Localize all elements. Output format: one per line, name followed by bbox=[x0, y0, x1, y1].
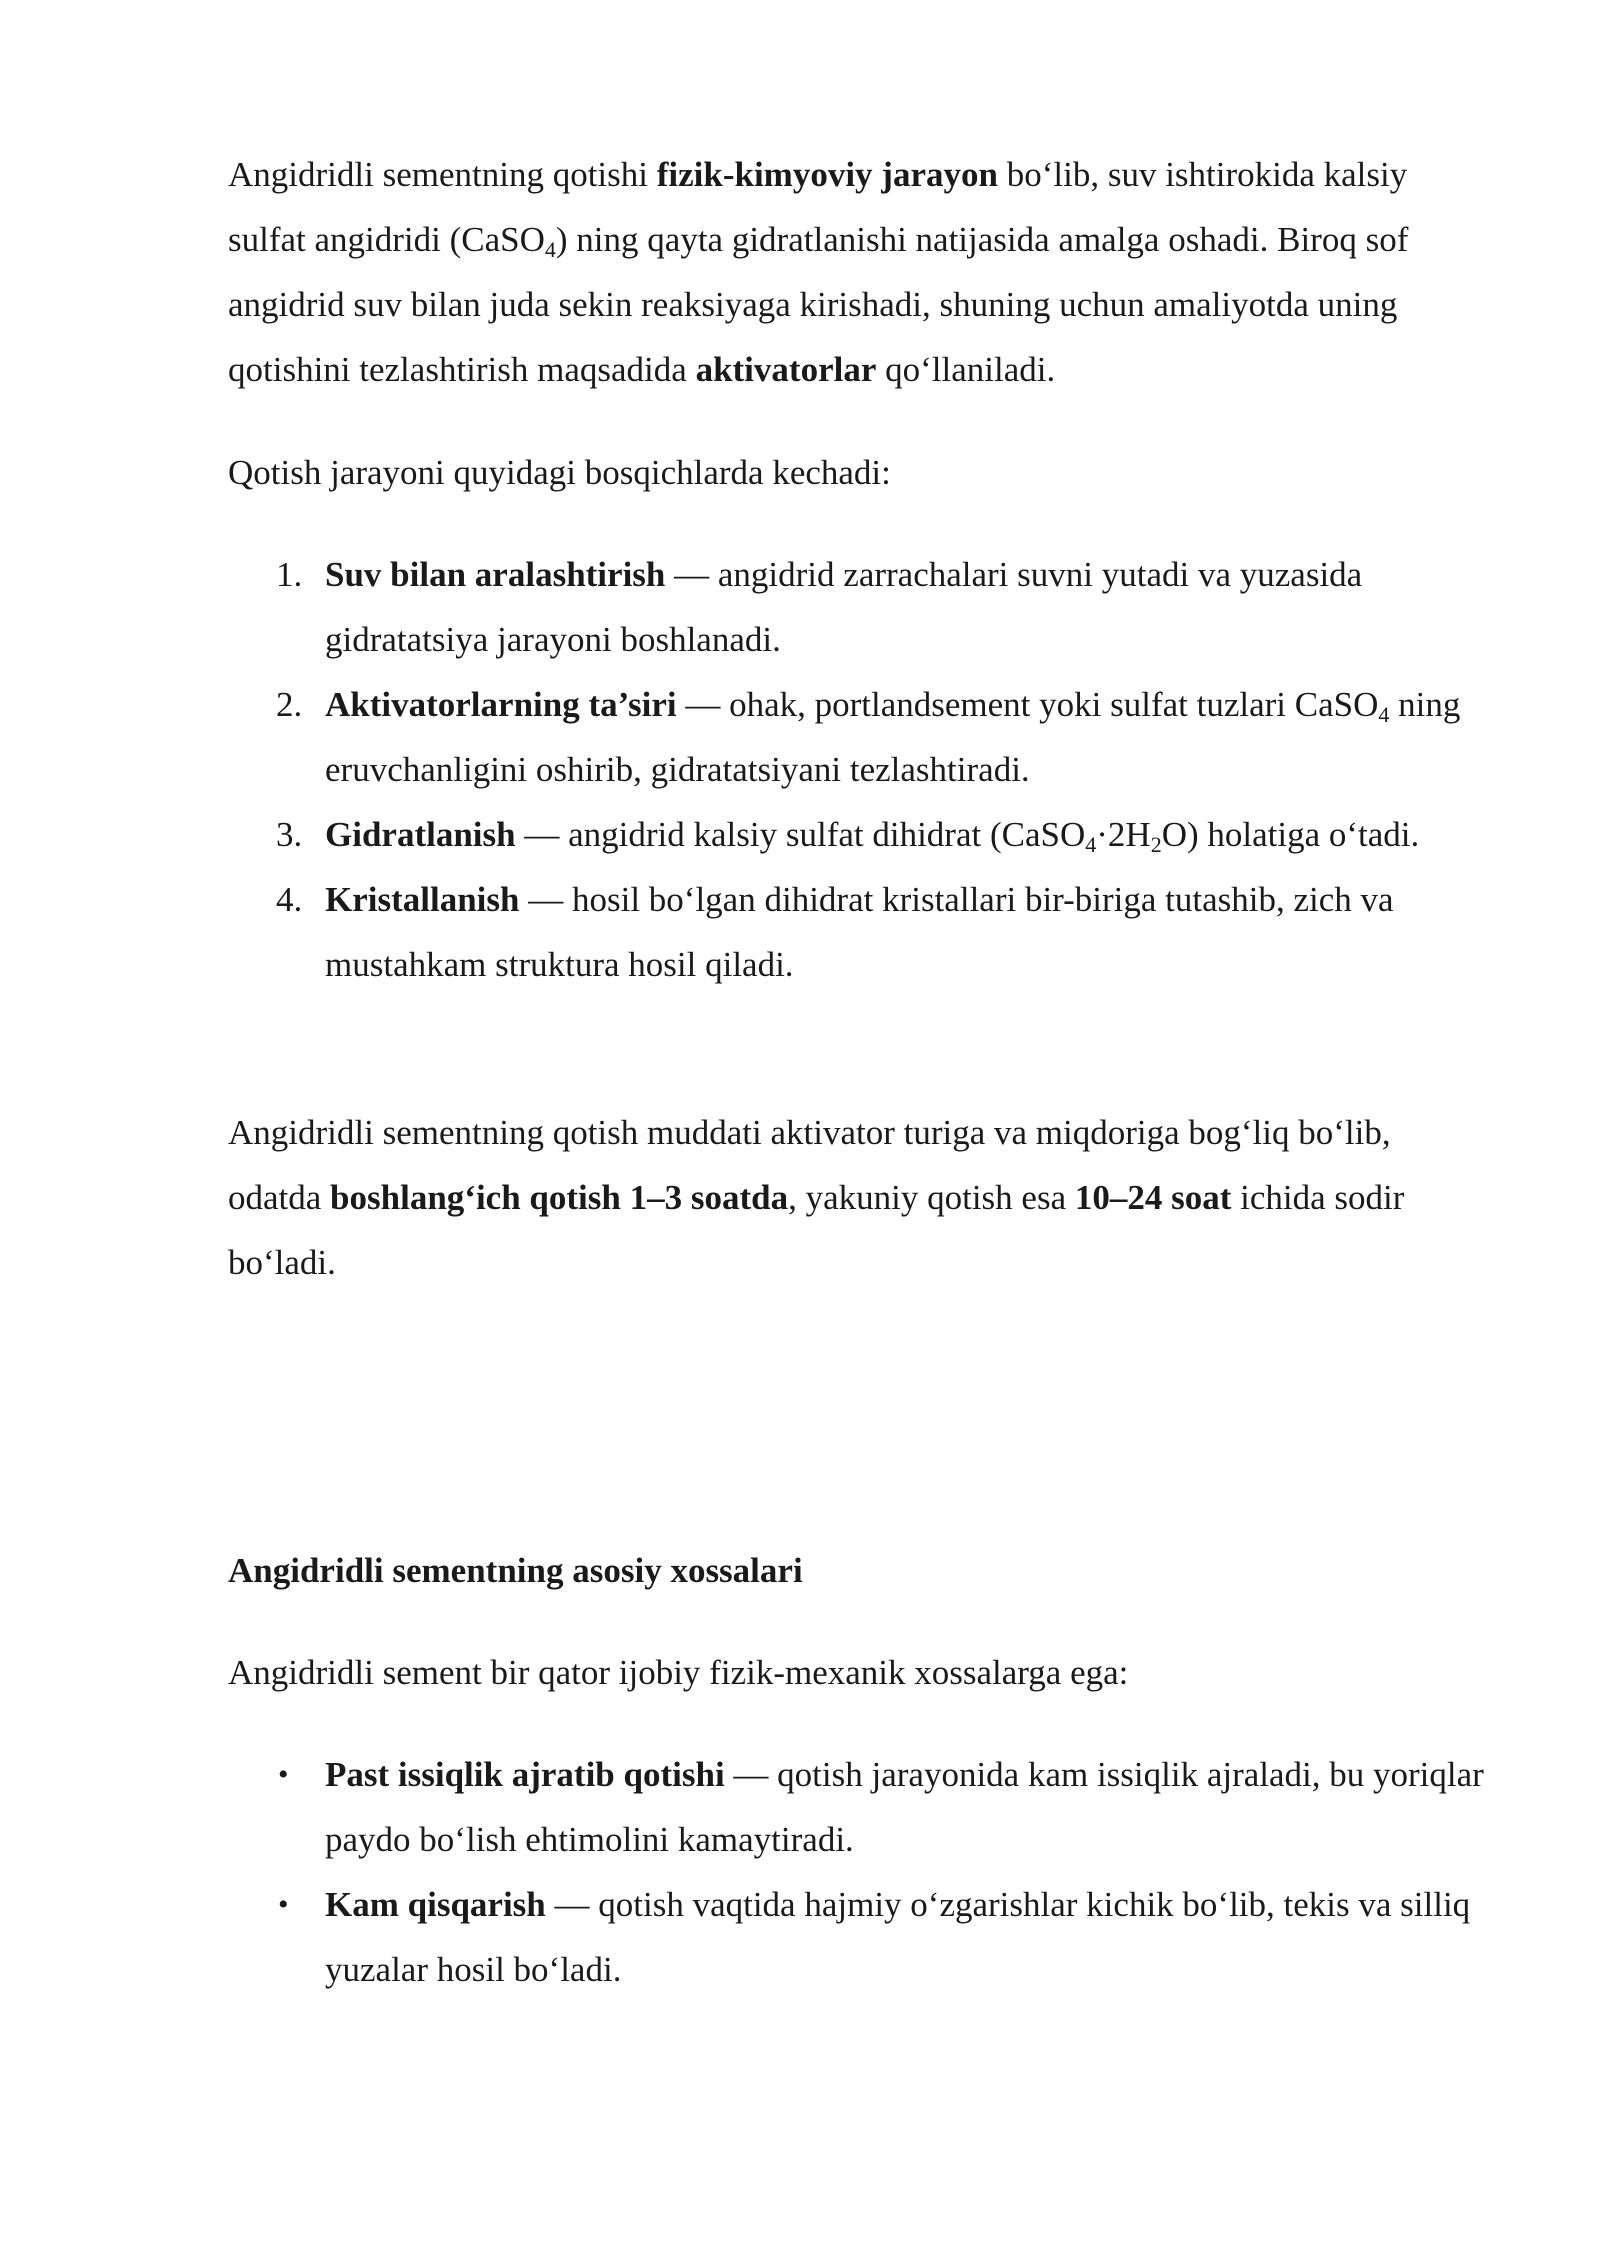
step-text: — ohak, portlandsement yoki sulfat tuzlari CaSO bbox=[676, 685, 1379, 724]
list-number: 3. bbox=[276, 815, 303, 854]
text-run: , yakuniy qotish esa bbox=[788, 1178, 1075, 1217]
text-run: ) ning qayta gidratlanishi natijasida amalga oshadi. Biroq sof angidrid suv bilan juda sekin reaksiyaga kirishadi, shuning uchun amaliyotda uning qotishini tezlashtirish maqsadida bbox=[228, 220, 1409, 389]
list-item bbox=[228, 1742, 1488, 1872]
subscript: 4 bbox=[544, 237, 556, 262]
text-run: ichida sodir bo‘ladi. bbox=[228, 1178, 1405, 1282]
properties-list bbox=[228, 1742, 1488, 2002]
property-text: — qotish vaqtida hajmiy o‘zgarishlar kichik bo‘lib, tekis va silliq yuzalar hosil bo‘ladi. bbox=[325, 1885, 1471, 1989]
list-number: 1. bbox=[276, 555, 303, 594]
bold-term: aktivatorlar bbox=[695, 350, 877, 389]
property-text: — qotish jarayonida kam issiqlik ajraladi, bu yoriqlar paydo bo‘lish ehtimolini kamaytiradi. bbox=[325, 1755, 1484, 1859]
text-run: Angidridli sementning qotish muddati aktivator turiga va miqdoriga bog‘liq bo‘lib, odatda bbox=[228, 1113, 1391, 1217]
list-number: 4. bbox=[276, 880, 303, 919]
subscript: 4 bbox=[1085, 832, 1097, 857]
section-heading: Angidridli sementning asosiy xossalari bbox=[228, 1551, 803, 1590]
list-item bbox=[228, 802, 1488, 867]
step-text: O) holatiga o‘tadi. bbox=[1161, 815, 1420, 854]
property-title: Past issiqlik ajratib qotishi bbox=[325, 1755, 725, 1794]
subscript: 4 bbox=[1378, 702, 1390, 727]
steps-intro: Qotish jarayoni quyidagi bosqichlarda kechadi: bbox=[228, 453, 891, 492]
bold-term: boshlang‘ich qotish 1–3 soatda bbox=[330, 1178, 789, 1217]
step-text: — angidrid zarrachalari suvni yutadi va yuzasida gidratatsiya jarayoni boshlanadi. bbox=[325, 555, 1363, 659]
list-item bbox=[228, 542, 1488, 672]
property-title: Kam qisqarish bbox=[325, 1885, 546, 1924]
step-text: — hosil bo‘lgan dihidrat kristallari bir-biriga tutashib, zich va mustahkam struktura hosil qiladi. bbox=[325, 880, 1394, 984]
text-run: Angidridli sementning qotishi bbox=[228, 155, 657, 194]
step-title: Aktivatorlarning ta’siri bbox=[325, 685, 677, 724]
bold-term: 10–24 soat bbox=[1074, 1178, 1232, 1217]
bold-term: fizik-kimyoviy jarayon bbox=[656, 155, 998, 194]
text-run: qo‘llaniladi. bbox=[876, 350, 1056, 389]
bullet-icon: • bbox=[278, 1888, 289, 1921]
step-title: Gidratlanish bbox=[325, 815, 516, 854]
list-item bbox=[228, 672, 1488, 802]
properties-intro: Angidridli sement bir qator ijobiy fizik-mexanik xossalarga ega: bbox=[228, 1653, 1129, 1692]
intro-paragraph bbox=[228, 142, 1488, 402]
bullet-icon: • bbox=[278, 1758, 289, 1791]
setting-steps-list bbox=[228, 542, 1488, 997]
list-item bbox=[228, 867, 1488, 997]
list-number: 2. bbox=[276, 685, 303, 724]
list-item bbox=[228, 1872, 1488, 2002]
text-run: bo‘lib, suv ishtirokida kalsiy sulfat angidridi (CaSO bbox=[228, 155, 1408, 259]
step-text: ning eruvchanligini oshirib, gidratatsiyani tezlashtiradi. bbox=[325, 685, 1461, 789]
subscript: 2 bbox=[1150, 832, 1162, 857]
step-title: Suv bilan aralashtirish bbox=[325, 555, 666, 594]
step-text: — angidrid kalsiy sulfat dihidrat (CaSO bbox=[515, 815, 1086, 854]
step-title: Kristallanish bbox=[325, 880, 520, 919]
step-text: ·2H bbox=[1096, 815, 1151, 854]
timing-paragraph bbox=[228, 1100, 1488, 1295]
